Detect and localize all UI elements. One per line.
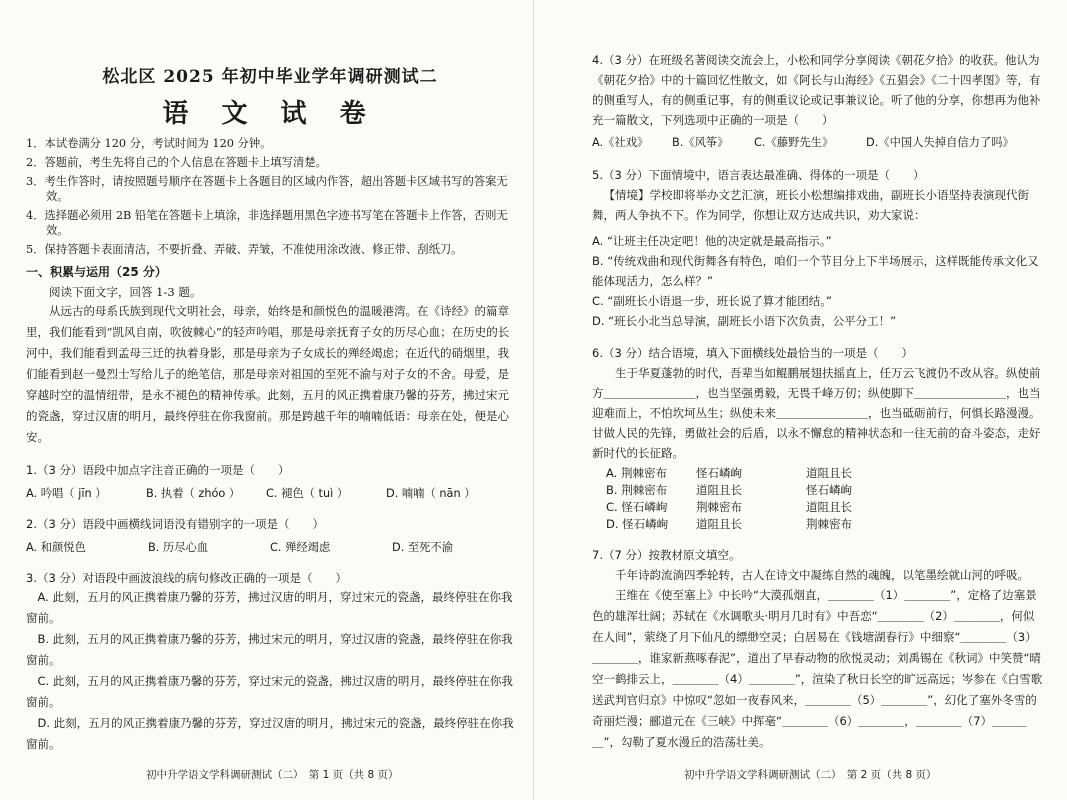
intro-text: 千年诗韵流淌四季轮转，古人在诗文中凝练自然的魂魄，以笔墨绘就山河的呼吸。	[615, 568, 1029, 582]
option-d: D. “班长小北当总导演，副班长小语下次负责，公平分工！”	[592, 314, 897, 328]
question-stem: 5.（3 分）下面情境中，语言表达最准确、得体的一项是（ ）	[592, 168, 925, 182]
option-a: A. “让班主任决定吧！他的决定就是最高指示。”	[592, 234, 832, 248]
instruction-item: 4．选择题必须用 2B 铅笔在答题卡上填涂，非选择题用黑色字迹书写笔在答题卡上作答，否则无效。	[26, 209, 508, 237]
option-c-col3: 道阻且长	[806, 500, 852, 514]
option-row	[592, 134, 1045, 151]
option-d: D. 至死不渝	[392, 541, 454, 554]
option-b: B. “传统戏曲和现代街舞各有特色，咱们一个节目分上下半场展示，这样既能传承文化又能体现活力，怎么样？”	[592, 254, 1039, 288]
option-c-col2: 荆棘密布	[696, 500, 742, 514]
page-footer: 初中升学语文学科调研测试（二） 第 1 页（共 8 页）	[146, 769, 399, 781]
option-b: B. 此刻，五月的风正携着康乃馨的芬芳，拂过宋元的明月，穿过汉唐的瓷盏，最终停驻在你我窗前。	[26, 632, 513, 667]
page-right	[534, 0, 1067, 800]
instruction-item: 3．考生作答时，请按照题号顺序在答题卡上各题目的区域内作答，超出答题卡区域书写的答案无效。	[26, 175, 508, 203]
option-b: B. 历尽心血	[148, 541, 209, 554]
option-d: D. 此刻，五月的风正携着康乃馨的芬芳，穿过汉唐的明月，拂过宋元的瓷盏，最终停驻在你我窗前。	[26, 716, 514, 751]
question-stem: 7.（7 分）按教材原文填空。	[592, 548, 741, 562]
question-2	[26, 516, 514, 556]
fill-text: 王维在《使至塞上》中长吟“大漠孤烟直，＿＿＿＿（1）＿＿＿＿”，定格了边塞景色的雄浑壮阔；苏轼在《水调歌头·明月几时有》中吾恋“＿＿＿＿（2）＿＿＿＿，何似在人间”，萦绕了月下仙凡的缥缈空灵；白居易在《钱塘湖春行》中细察“＿＿＿＿（3）＿＿＿＿，谁家新燕啄春泥”，道出了早春动物的欣悦灵动；刘禹锡在《秋词》中笑赞“晴空一鹤排云上，＿＿＿＿（4）＿＿＿＿”，渲染了秋日长空的旷远高远；岑参在《白雪歌送武判官归京》中惊叹“忽如一夜春风来，＿＿＿＿（5）＿＿＿＿”，幻化了塞外冬雪的奇丽烂漫；郦道元在《三峡》中挥毫“＿＿＿＿（6）＿＿＿＿，＿＿＿＿（7）＿＿＿＿”，勾勒了夏水漫丘的浩荡壮美。	[592, 588, 1043, 749]
option-b: B.《风筝》	[672, 136, 729, 149]
instructions	[26, 136, 514, 257]
question-stem: 1.（3 分）语段中加点字注音正确的一项是（ ）	[26, 463, 290, 477]
option-row	[26, 539, 514, 556]
question-stem: 2.（3 分）语段中画横线词语没有错别字的一项是（ ）	[26, 517, 324, 531]
reading-passage: 从远古的母系氏族到现代文明社会，母亲，始终是和颜悦色的温暖港湾。在《诗经》的篇章里，我们能看到“凯风自南，吹彼棘心”的轻声吟唱，那是母亲抚育子女的历尽心血；在历史的长河中，我们能看到孟母三迁的执着身影，那是母亲为子女成长的殚经竭虑；在近代的硝烟里，我们能看到赵一曼烈士写给儿子的绝笔信，那是母亲对祖国的至死不渝与对子女的不舍。母爱，是穿越时空的温情纽带，是永不褪色的精神传承。此刻，五月的风正携着康乃馨的芬芳，拂过宋元的瓷盏，穿过汉唐的明月，最终停驻在你我窗前。那是跨越千年的喃喃低语：母亲在处，便是心安。	[26, 304, 510, 444]
section-heading: 一、积累与运用（25 分）	[26, 265, 167, 279]
page-footer: 初中升学语文学科调研测试（二） 第 2 页（共 8 页）	[684, 769, 937, 781]
option-a: A.《社戏》	[592, 136, 649, 149]
question-stem: 4.（3 分）在班级名著阅读交流会上，小松和同学分享阅读《朝花夕拾》的收获。他认为《朝花夕拾》中的十篇回忆性散文，如《阿长与山海经》《五猖会》《二十四孝图》等，有的侧重写人，有的侧重记事，有的侧重议论或记事兼议论。听了他的分享，你想再为他补充一篇散文，下列选项中正确的一项是（ ）	[592, 53, 1041, 127]
option-c: C. 此刻，五月的风正携着康乃馨的芬芳，穿过宋元的瓷盏，拂过汉唐的明月，最终停驻在你我窗前。	[26, 674, 513, 709]
option-c: C. 殚经竭虑	[270, 541, 331, 554]
question-3	[26, 570, 514, 755]
option-c: C. 褪色（ tuì ）	[266, 487, 349, 500]
option-a-col1: A. 荆棘密布	[606, 466, 667, 480]
instruction-item: 5．保持答题卡表面清洁，不要折叠、弄破、弄皱，不准使用涂改液、修正带、刮纸刀。	[26, 243, 463, 256]
fill-text: 生于华夏蓬勃的时代，吾辈当如鲲鹏展翅扶摇直上，任万云飞渡仍不改从容。纵使前方＿＿＿＿＿＿＿＿，也当坚强勇毅，无畏千峰万仞；纵使脚下＿＿＿＿＿＿＿＿，也当迎难而上，不怕坎坷丛生；纵使未来＿＿＿＿＿＿＿＿，也当砥砺前行，何惧长路漫漫。甘做人民的先锋，勇做社会的后盾，以永不懈怠的精神状态和一往无前的奋斗姿态，走好新时代的长征路。	[592, 366, 1041, 460]
option-c: C. “副班长小语退一步，班长说了算才能团结。”	[592, 294, 833, 308]
option-d-col3: 荆棘密布	[806, 517, 852, 531]
option-d: D.《中国人失掉自信力了吗》	[866, 136, 1014, 149]
context-text: 【情境】学校即将举办文艺汇演，班长小松想编排戏曲，副班长小语坚持表演现代街舞，两人争执不下。作为同学，你想让双方达成共识，劝大家说：	[592, 188, 1029, 222]
question-7	[592, 545, 1045, 753]
instruction-item: 1．本试卷满分 120 分，考试时间为 120 分钟。	[26, 137, 272, 150]
option-a-col3: 道阻且长	[806, 466, 852, 480]
option-grid	[606, 465, 1045, 533]
option-b-col2: 道阻且长	[696, 483, 742, 497]
option-b: B. 执着（ zhóo ）	[146, 487, 241, 500]
option-d-col1: D. 怪石嶙峋	[606, 517, 669, 531]
option-a-col2: 怪石嶙峋	[696, 466, 742, 480]
option-d-col2: 道阻且长	[696, 517, 742, 531]
option-c-col1: C. 怪石嶙峋	[606, 500, 668, 514]
instruction-item: 2．答题前，考生先将自己的个人信息在答题卡上填写清楚。	[26, 156, 327, 169]
read-prompt: 阅读下面文字，回答 1-3 题。	[49, 285, 202, 299]
option-d: D. 喃喃（ nān ）	[386, 487, 476, 500]
option-b-col3: 怪石嶙峋	[806, 483, 852, 497]
option-a: A. 此刻，五月的风正携着康乃馨的芬芳，拂过汉唐的明月，穿过宋元的瓷盏，最终停驻在你我窗前。	[26, 590, 513, 625]
question-6	[592, 343, 1045, 533]
question-5	[592, 165, 1045, 331]
option-a: A. 和颜悦色	[26, 541, 86, 554]
question-1	[26, 462, 514, 502]
option-b-col1: B. 荆棘密布	[606, 483, 668, 497]
option-a: A. 吟唱（ jīn ）	[26, 487, 107, 500]
exam-subject: 语 文 试 卷	[162, 99, 378, 129]
question-stem: 6.（3 分）结合语境，填入下面横线处最恰当的一项是（ ）	[592, 346, 913, 360]
exam-title: 松北区 2025 年初中毕业学年调研测试二	[102, 67, 438, 87]
question-4	[592, 50, 1045, 151]
question-stem: 3.（3 分）对语段中画波浪线的病句修改正确的一项是（ ）	[26, 571, 347, 585]
option-c: C.《藤野先生》	[754, 136, 834, 149]
option-row	[26, 485, 514, 502]
